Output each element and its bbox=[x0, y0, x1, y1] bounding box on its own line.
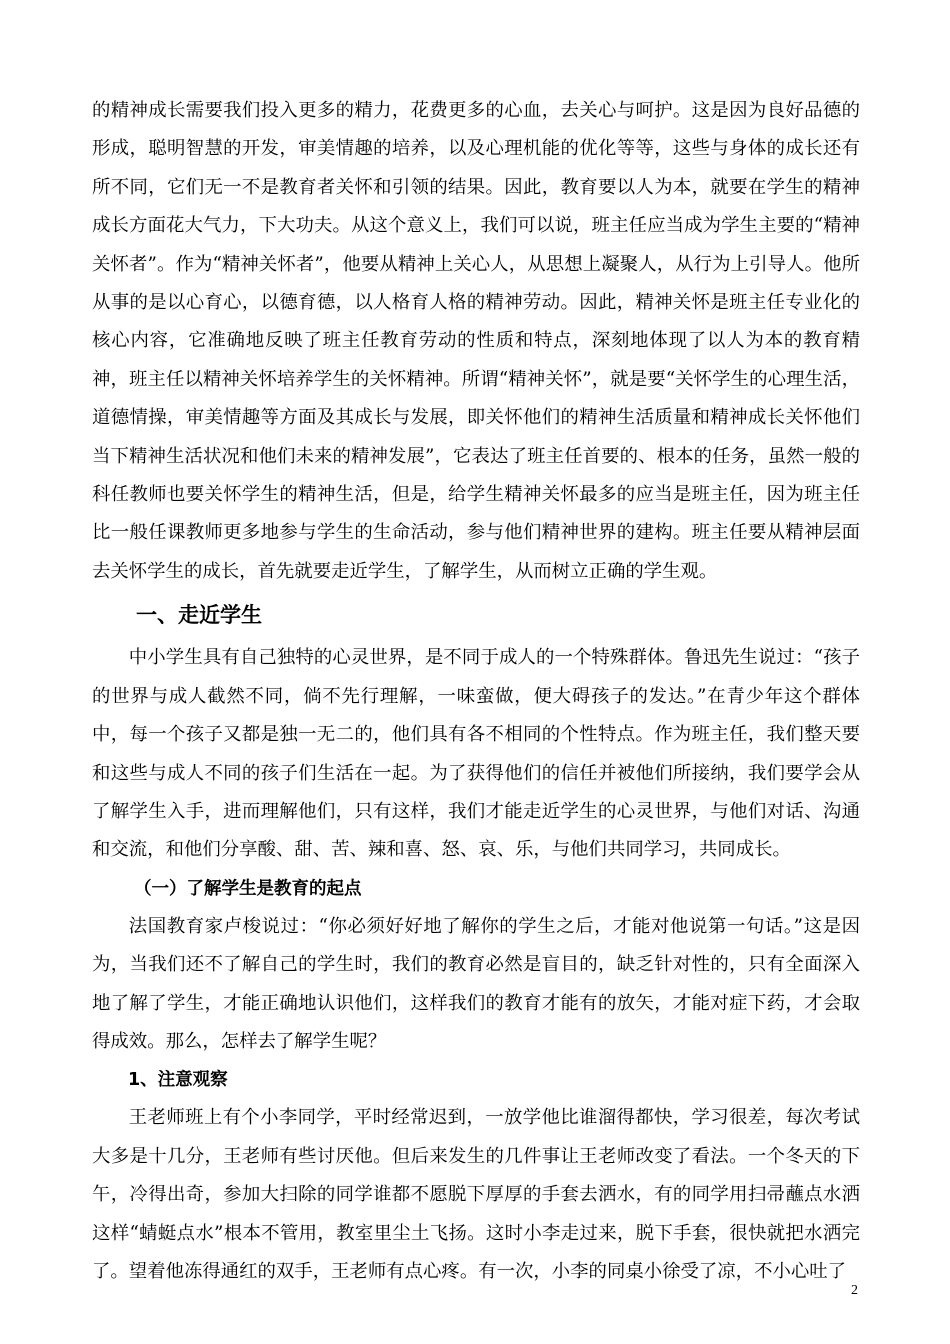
point-heading: 1、注意观察 bbox=[128, 1070, 228, 1091]
page-number: 2 bbox=[851, 1283, 858, 1298]
subsection-heading: （一）了解学生是教育的起点 bbox=[134, 878, 362, 899]
subsection-paragraph: 法国教育家卢梭说过：“你必须好好地了解你的学生之后，才能对他说第一句话。”这是因为，当我们还不了解自己的学生时，我们的教育必然是盲目的，缺乏针对性的，只有全面深入地了解了学生，才能正确地认识他们，这样我们的教育才能有的放矢，才能对症下药，才会取得成效。那么，怎样去了解学生呢？ bbox=[92, 915, 860, 1052]
intro-paragraph: 的精神成长需要我们投入更多的精力，花费更多的心血，去关心与呵护。这是因为良好品德的形成，聪明智慧的开发，审美情趣的培养，以及心理机能的优化等等，这些与身体的成长还有所不同，它们无一不是教育者关怀和引领的结果。因此，教育要以人为本，就要在学生的精神成长方面花大气力，下大功夫。从这个意义上，我们可以说，班主任应当成为学生主要的“精神关怀者”。作为“精神关怀者”，他要从精神上关心人，从思想上凝聚人，从行为上引导人。他所从事的是以心育心，以德育德，以人格育人格的精神劳动。因此，精神关怀是班主任专业化的核心内容，它准确地反映了班主任教育劳动的性质和特点，深刻地体现了以人为本的教育精神，班主任以精神关怀培养学生的关怀精神。所谓“精神关怀”，就是要“关怀学生的心理生活，道德情操，审美情趣等方面及其成长与发展，即关怀他们的精神生活质量和精神成长关怀他们当下精神生活状况和他们未来的精神发展”，它表达了班主任首要的、根本的任务，虽然一般的科任教师也要关怀学生的精神生活，但是，给学生精神关怀最多的应当是班主任，因为班主任比一般任课教师更多地参与学生的生命活动，参与他们精神世界的建构。班主任要从精神层面去关怀学生的成长，首先就要走近学生，了解学生，从而树立正确的学生观。 bbox=[92, 100, 860, 582]
section-paragraph: 中小学生具有自己独特的心灵世界，是不同于成人的一个特殊群体。鲁迅先生说过：“孩子的世界与成人截然不同，倘不先行理解，一味蛮做，便大碍孩子的发达。”在青少年这个群体中，每一个孩子又都是独一无二的，他们具有各不相同的个性特点。作为班主任，我们整天要和这些与成人不同的孩子们生活在一起。为了获得他们的信任并被他们所接纳，我们要学会从了解学生入手，进而理解他们，只有这样，我们才能走近学生的心灵世界，与他们对话、沟通和交流，和他们分享酸、甜、苦、辣和喜、怒、哀、乐，与他们共同学习，共同成长。 bbox=[92, 647, 860, 861]
point-paragraph: 王老师班上有个小李同学，平时经常迟到，一放学他比谁溜得都快，学习很差，每次考试大多是十几分，王老师有些讨厌他。但后来发生的几件事让王老师改变了看法。一个冬天的下午，冷得出奇，参加大扫除的同学谁都不愿脱下厚厚的手套去洒水，有的同学用扫帚蘸点水洒这样“蜻蜓点水”根本不管用，教室里尘土飞扬。这时小李走过来，脱下手套，很快就把水洒完了。望着他冻得通红的双手，王老师有点心疼。有一次，小李的同桌小徐受了凉，不小心吐了 bbox=[92, 1107, 860, 1282]
document-body bbox=[92, 92, 860, 1291]
section-heading: 一、走近学生 bbox=[136, 603, 262, 628]
